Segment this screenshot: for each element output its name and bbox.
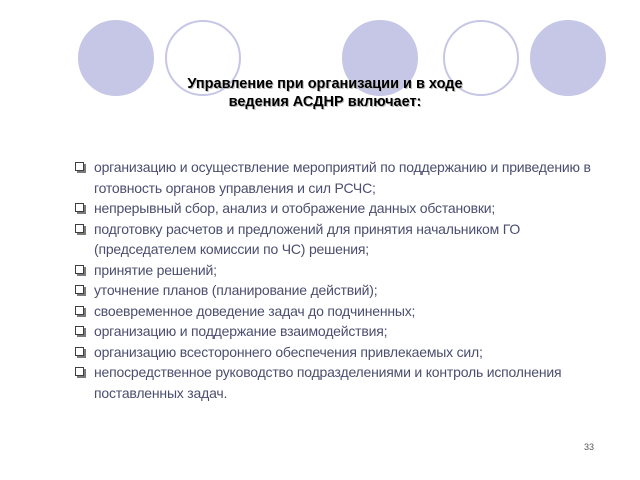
slide-title	[150, 75, 500, 111]
checkbox-square-icon	[75, 326, 84, 335]
bullet-item	[74, 198, 602, 219]
checkbox-square-icon	[75, 224, 84, 233]
checkbox-square-icon	[75, 367, 84, 376]
bullet-text: непосредственное руководство подразделениями и контроль исполнения поставленных задач.	[94, 364, 562, 401]
checkbox-square-icon	[75, 306, 84, 315]
bullet-text: уточнение планов (планирование действий);	[94, 282, 378, 298]
bullet-text: непрерывный сбор, анализ и отображение данных обстановки;	[94, 200, 496, 216]
checkbox-square-icon	[75, 162, 84, 171]
bullet-item	[74, 260, 602, 281]
bullet-item	[74, 280, 602, 301]
bullet-item	[74, 342, 602, 363]
bullet-item	[74, 219, 602, 260]
bullet-text: организацию всестороннего обеспечения привлекаемых сил;	[94, 343, 483, 360]
decorative-circle-filled	[78, 20, 154, 96]
decorative-circle-filled	[530, 20, 606, 96]
checkbox-square-icon	[75, 203, 84, 212]
bullet-list	[74, 157, 602, 403]
slide-title-line: ведения АСДНР включает:	[228, 94, 422, 110]
page-number: 33	[584, 442, 595, 452]
checkbox-square-icon	[75, 347, 84, 356]
checkbox-square-icon	[75, 265, 84, 274]
bullet-text: организацию и осуществление мероприятий по поддержанию и приведению в готовность органов управления и сил РСЧС;	[94, 159, 591, 196]
bullet-item	[74, 157, 602, 198]
bullet-item	[74, 301, 602, 322]
bullet-text: принятие решений;	[94, 261, 217, 278]
slide-title-line: Управление при организации и в ходе	[187, 76, 463, 92]
bullet-item	[74, 321, 602, 342]
bullet-item	[74, 362, 602, 403]
bullet-text: подготовку расчетов и предложений для принятия начальником ГО (председателем комиссии по ЧС) решения;	[94, 220, 521, 257]
bullet-text: организацию и поддержание взаимодействия;	[94, 323, 388, 339]
checkbox-square-icon	[75, 285, 84, 294]
bullet-text: своевременное доведение задач до подчиненных;	[94, 302, 416, 319]
